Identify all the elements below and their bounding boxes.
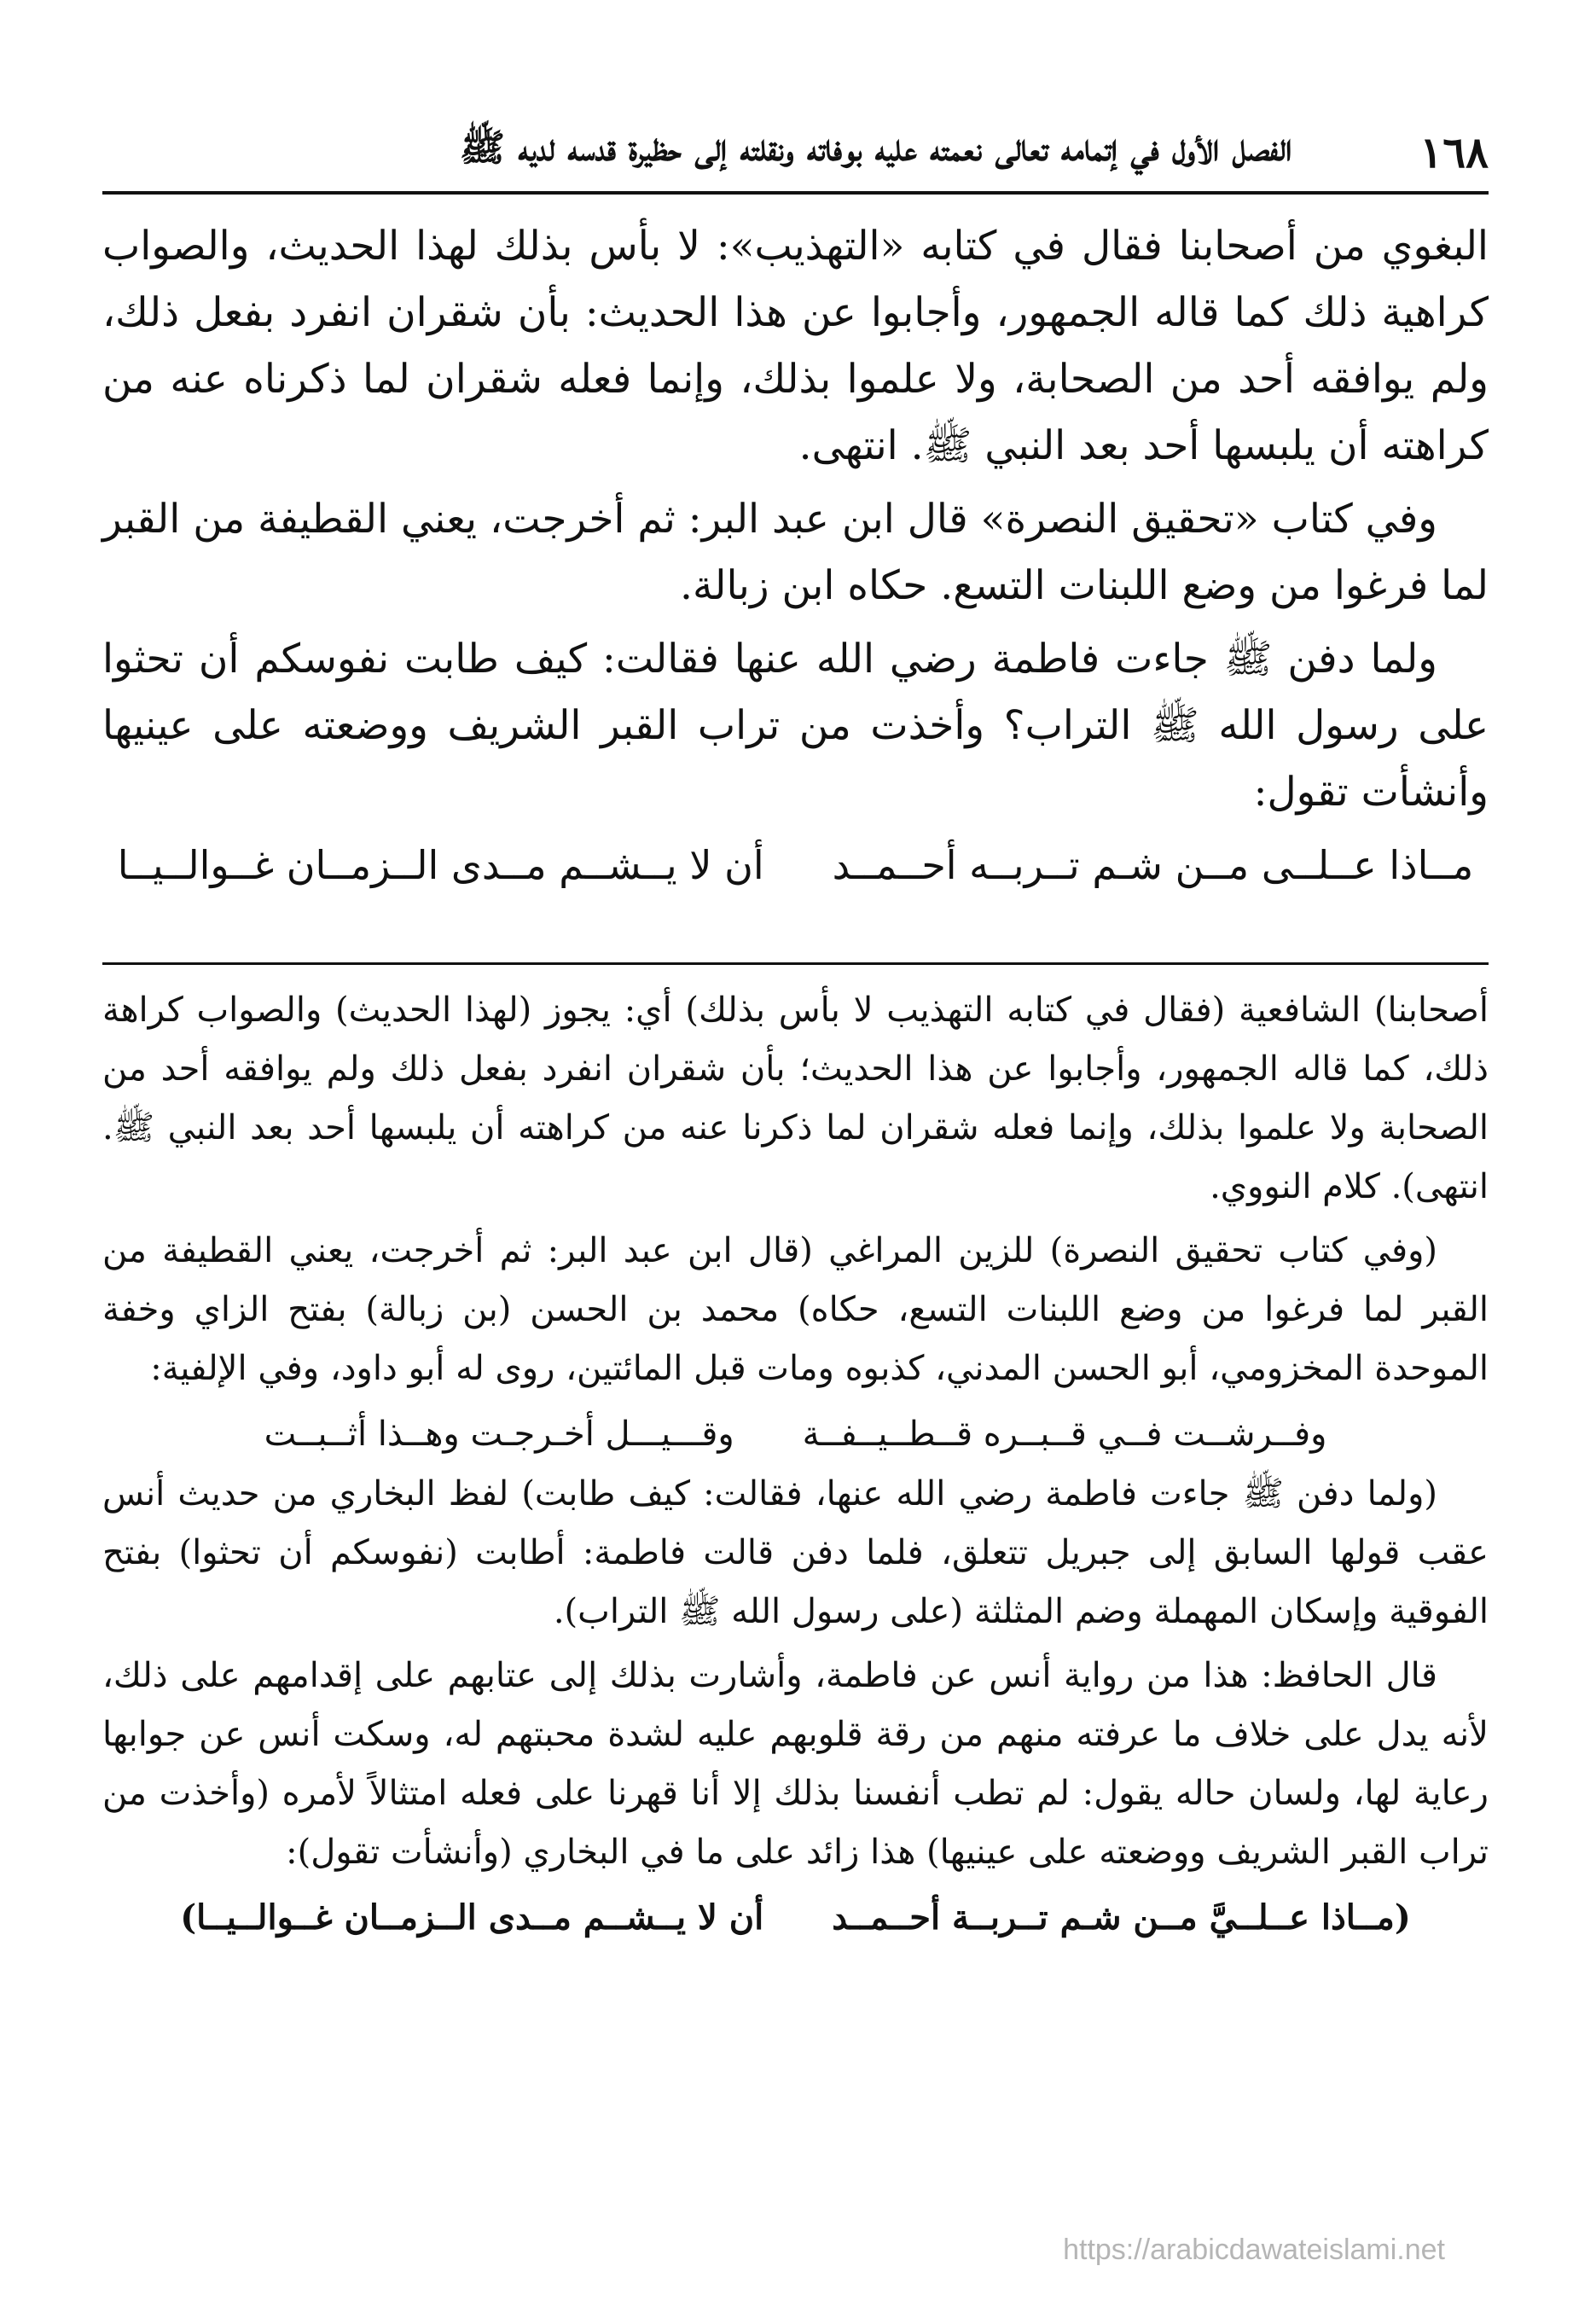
commentary-paragraph-2: (وفي كتاب تحقيق النصرة) للزين المراغي (قال ابن عبد البر: ثم أخرجت، يعني القطيفة من القبر لما فرغوا من وضع اللبنات التسع، حكاه) محمد بن الحسن (بن زبالة) بفتح الزاي وخفة الموحدة المخزومي، أبو الحسن المدني، كذبوه ومات قبل المائتين، روى له أبو داود، وفي الإلفية: [102, 1231, 1489, 1388]
commentary-paragraph-1: أصحابنا) الشافعية (فقال في كتابه التهذيب لا بأس بذلك) أي: يجوز (لهذا الحديث) والصواب كراهة ذلك، كما قاله الجمهور، وأجابوا عن هذا الحديث؛ بأن شقران انفرد بفعل ذلك ولم يوافقه أحد من الصحابة ولا علموا بذلك، وإنما فعله شقران لما ذكرنا عنه من كراهته أن يلبسها أحد بعد النبي ﷺ. انتهى). كلام النووي. [102, 991, 1489, 1206]
header-rule [102, 191, 1489, 195]
main-paragraph-1: البغوي من أصحابنا فقال في كتابه «التهذيب»: لا بأس بذلك لهذا الحديث، والصواب كراهية ذلك كما قاله الجمهور، وأجابوا عن هذا الحديث: بأن شقران انفرد بفعل ذلك، ولم يوافقه أحد من الصحابة، ولا علموا بذلك، وإنما فعله شقران لما ذكرناه عنه من كراهته أن يلبسها أحد بعد النبي ﷺ. انتهى. [102, 223, 1489, 469]
watermark-url: https://arabicdawateislami.net [1063, 2234, 1445, 2266]
main-text [102, 213, 1489, 898]
verse-second-hemistich: أن لا يــشــم مــدى الــزمــان غــوالــيــا) [180, 1897, 764, 1938]
verse-first-hemistich: مــاذا عــلــى مــن شـم تــربــه أحــمــد [832, 842, 1474, 888]
verse-first-hemistich: (مــاذا عــلــيَّ مــن شـم تــربــة أحــمــد [832, 1897, 1411, 1938]
commentary-text [102, 981, 1489, 1949]
verse-second-hemistich: وقـــيـــل أخـرجـت وهــذا أثــبــت [264, 1415, 734, 1454]
main-paragraph-2: وفي كتاب «تحقيق النصرة» قال ابن عبد البر: ثم أخرجت، يعني القطيفة من القبر لما فرغوا من وضع اللبنات التسع. حكاه ابن زبالة. [102, 496, 1489, 609]
page-header [102, 118, 1489, 186]
commentary-paragraph-3: (ولما دفن ﷺ جاءت فاطمة رضي الله عنها، فقالت: كيف طابت) لفظ البخاري من حديث أنس عقب قولها السابق إلى جبريل تتعلق، فلما دفن قالت فاطمة: أطابت (نفوسكم أن تحثوا) بفتح الفوقية وإسكان المهملة وضم المثلثة (على رسول الله ﷺ التراب). [102, 1474, 1489, 1631]
verse-first-hemistich: وفــرشــت فــي قــبــره قــطــيــفــة [802, 1415, 1327, 1454]
running-title: الفصل الأول في إتمامه تعالى نعمته عليه بوفاته ونقلته إلى حظيرة قدسه لديه ﷺ [459, 126, 1292, 170]
commentary-verse-1 [102, 1403, 1489, 1465]
commentary-verse-2 [102, 1887, 1489, 1949]
verse-second-hemistich: أن لا يــشــم مــدى الــزمــان غــوالــيــا [117, 842, 764, 888]
commentary-separator [102, 962, 1489, 965]
commentary-paragraph-4: قال الحافظ: هذا من رواية أنس عن فاطمة، وأشارت بذلك إلى عتابهم على إقدامهم على ذلك، لأنه يدل على خلاف ما عرفته منهم من رقة قلوبهم عليه لشدة محبتهم له، وسكت أنس عن جوابها رعاية لها، ولسان حاله يقول: لم تطب أنفسنا بذلك إلا أنا قهرنا على فعله امتثالاً لأمره (وأخذت من تراب القبر الشريف ووضعته على عينيها) هذا زائد على ما في البخاري (وأنشأت تقول): [102, 1656, 1489, 1872]
main-paragraph-3: ولما دفن ﷺ جاءت فاطمة رضي الله عنها فقالت: كيف طابت نفوسكم أن تحثوا على رسول الله ﷺ التراب؟ وأخذت من تراب القبر الشريف ووضعته على عينيها وأنشأت تقول: [102, 636, 1489, 816]
main-verse [102, 833, 1489, 898]
page-number: ١٦٨ [1419, 126, 1489, 177]
